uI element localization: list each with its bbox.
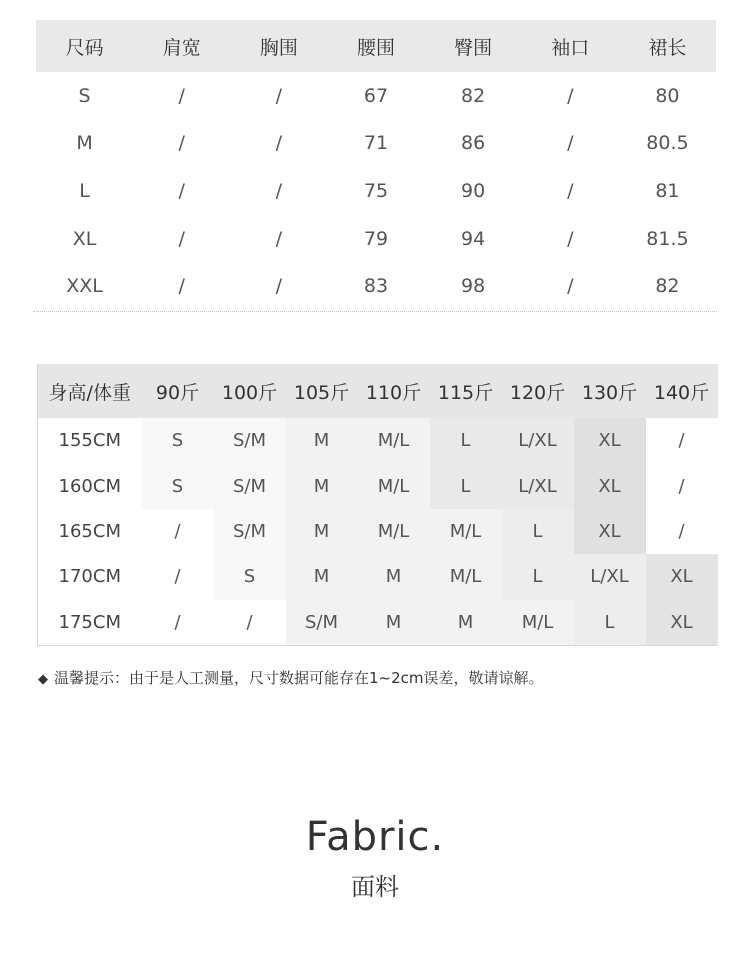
hw-size-cell: L (430, 418, 502, 463)
size-cell: 83 (363, 275, 389, 298)
size-cell: 71 (363, 132, 389, 155)
hw-table-row (38, 600, 718, 646)
hw-size-cell: M/L (430, 509, 502, 554)
hw-size-cell: S (142, 463, 214, 508)
hw-size-cell: M (286, 554, 358, 599)
hw-height-cell: 160CM (38, 463, 142, 508)
hw-size-cell: XL (574, 463, 646, 508)
diamond-bullet-icon: ◆ (38, 672, 48, 687)
hw-header-cell: 90斤 (142, 364, 214, 418)
hw-header-cell: 110斤 (358, 364, 430, 418)
size-table-row (36, 167, 716, 215)
hw-height-cell: 175CM (38, 600, 142, 646)
fabric-title-en: Fabric. (305, 814, 445, 860)
measurement-note (38, 667, 544, 688)
hw-size-cell: XL (574, 509, 646, 554)
size-table-row (36, 72, 716, 120)
hw-size-cell: XL (574, 418, 646, 463)
hw-size-cell: M/L (358, 463, 430, 508)
size-cell: / (275, 227, 283, 250)
hw-size-cell: S/M (214, 509, 286, 554)
hw-size-cell: / (646, 463, 718, 508)
hw-size-cell: XL (646, 600, 718, 646)
hw-size-cell: / (142, 600, 214, 646)
hw-height-cell: 155CM (38, 418, 142, 463)
dotted-divider (33, 311, 717, 312)
hw-header-cell: 100斤 (214, 364, 286, 418)
size-header-cell: 胸围 (230, 20, 327, 72)
size-cell: / (567, 227, 574, 250)
hw-header-cell: 130斤 (574, 364, 646, 418)
hw-size-cell: M/L (358, 509, 430, 554)
size-cell: / (178, 227, 185, 250)
size-table-row (36, 215, 716, 263)
hw-size-cell: M (430, 600, 502, 646)
size-cell: XXL (66, 275, 103, 298)
size-cell: 90 (461, 179, 486, 202)
size-cell: 67 (363, 84, 389, 107)
size-cell: / (567, 179, 574, 202)
size-table-row (36, 262, 716, 310)
size-cell: 82 (655, 275, 680, 298)
size-cell: / (567, 132, 574, 155)
size-cell: / (178, 132, 185, 155)
hw-header-cell: 140斤 (646, 364, 718, 418)
size-cell: / (178, 84, 185, 107)
size-cell: M (76, 132, 93, 155)
hw-table-row (38, 418, 718, 463)
hw-header-cell: 115斤 (430, 364, 502, 418)
hw-header-cell: 105斤 (286, 364, 358, 418)
size-cell: / (178, 275, 185, 298)
hw-size-cell: / (214, 600, 286, 646)
hw-table-row (38, 463, 718, 508)
size-cell: / (567, 275, 574, 298)
hw-size-cell: S/M (214, 418, 286, 463)
size-cell: / (275, 275, 283, 298)
size-table-header-row (36, 20, 716, 72)
hw-size-cell: M/L (502, 600, 574, 646)
hw-size-cell: L (502, 554, 574, 599)
size-cell: 94 (461, 227, 486, 250)
hw-size-cell: XL (646, 554, 718, 599)
size-cell: / (567, 84, 574, 107)
size-table (36, 20, 716, 310)
size-cell: / (275, 179, 283, 202)
hw-size-cell: L (574, 600, 646, 646)
size-cell: 80.5 (646, 132, 689, 155)
size-cell: 75 (363, 179, 389, 202)
hw-size-cell: L/XL (574, 554, 646, 599)
hw-height-cell: 170CM (38, 554, 142, 599)
size-cell: L (79, 179, 90, 202)
hw-size-cell: M/L (430, 554, 502, 599)
hw-size-cell: S/M (214, 463, 286, 508)
size-cell: 79 (363, 227, 389, 250)
hw-size-cell: M (286, 509, 358, 554)
size-cell: 98 (461, 275, 486, 298)
hw-size-cell: L (502, 509, 574, 554)
size-header-cell: 袖口 (522, 20, 619, 72)
size-cell: XL (72, 227, 97, 250)
size-header-cell: 尺码 (36, 20, 133, 72)
hw-size-cell: M/L (358, 418, 430, 463)
fabric-title-cn: 面料 (351, 873, 399, 901)
hw-table-header-row (38, 364, 718, 418)
hw-size-cell: M (358, 554, 430, 599)
hw-size-cell: M (286, 463, 358, 508)
size-cell: 82 (461, 84, 486, 107)
size-header-cell: 腰围 (327, 20, 424, 72)
size-table-row (36, 120, 716, 168)
hw-size-cell: S (142, 418, 214, 463)
hw-height-cell: 165CM (38, 509, 142, 554)
hw-size-cell: / (646, 509, 718, 554)
size-cell: S (78, 84, 91, 107)
size-cell: / (178, 179, 185, 202)
hw-size-cell: L/XL (502, 418, 574, 463)
size-cell: / (275, 84, 283, 107)
size-cell: 86 (461, 132, 486, 155)
hw-size-cell: S (214, 554, 286, 599)
size-cell: 81.5 (646, 227, 689, 250)
size-cell: / (275, 132, 283, 155)
hw-table-row (38, 554, 718, 599)
hw-size-cell: S/M (286, 600, 358, 646)
note-text: 温馨提示：由于是人工测量，尺寸数据可能存在1~2cm误差，敬请谅解。 (54, 669, 544, 687)
hw-header-cell: 身高/体重 (38, 364, 142, 418)
size-cell: 80 (655, 84, 680, 107)
height-weight-table (37, 364, 718, 646)
size-header-cell: 臀围 (425, 20, 522, 72)
hw-size-cell: M (358, 600, 430, 646)
hw-size-cell: / (142, 509, 214, 554)
hw-size-cell: / (646, 418, 718, 463)
hw-size-cell: L/XL (502, 463, 574, 508)
hw-header-cell: 120斤 (502, 364, 574, 418)
hw-size-cell: M (286, 418, 358, 463)
size-header-cell: 裙长 (619, 20, 716, 72)
size-header-cell: 肩宽 (133, 20, 230, 72)
size-cell: 81 (655, 179, 680, 202)
hw-size-cell: L (430, 463, 502, 508)
hw-size-cell: / (142, 554, 214, 599)
hw-table-row (38, 509, 718, 554)
